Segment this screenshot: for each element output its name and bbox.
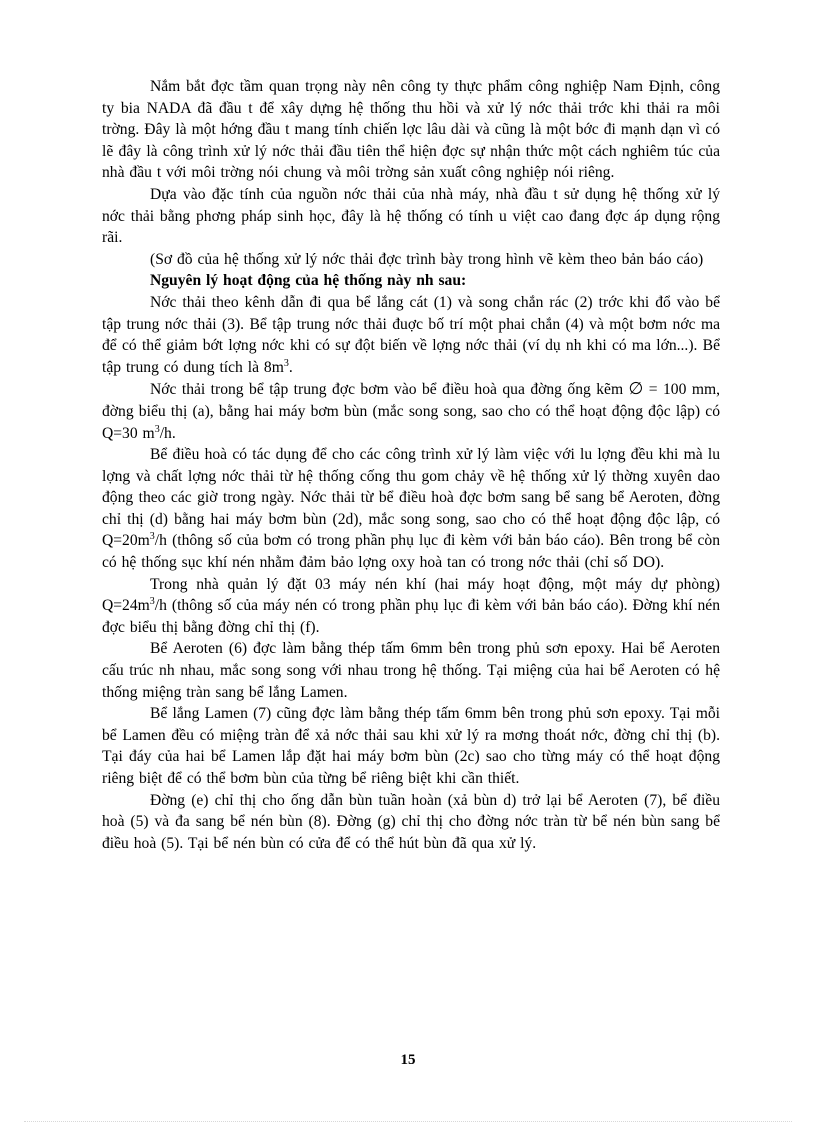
paragraph-diagram-note: (Sơ đồ của hệ thống xử lý nớc thải đợc trình bày trong hình vẽ kèm theo bản báo cáo) <box>150 250 704 268</box>
paragraph-investment: Nắm bắt đợc tầm quan trọng này nên công ty thực phẩm công nghiệp Nam Định, công ty bia NADA đã đầu t để xây dựng hệ thống thu hồi và xử lý nớc thải trớc khi thải ra môi trờng. Đây là một hớng đầu t mang tính chiến lợc lâu dài và cũng là một bớc đi mạnh dạn vì có lẽ đây là công trình xử lý nớc thải đầu tiên thể hiện đợc sự nhận thức một cách nghiêm túc của nhà đầu t với môi trờng nói chung và môi trờng sản xuất công nghiệp nói riêng. <box>102 78 720 182</box>
paragraph-text: /h (thông số của máy nén có trong phần phụ lục đi kèm với bản báo cáo). Đờng khí nén đợc biểu thị bằng đờng chỉ thị (f). <box>102 597 720 636</box>
section-heading: Nguyên lý hoạt động của hệ thống này nh sau: <box>150 272 467 290</box>
paragraph-lamen: Bể lắng Lamen (7) cũng đợc làm bằng thép tấm 6mm bên trong phủ sơn epoxy. Tại mỗi bể Lamen đều có miệng tràn để xả nớc thải sau khi xử lý ra mơng thoát nớc, đờng chỉ thị (b). Tại đáy của hai bể Lamen lắp đặt hai máy bơm bùn (2c) sao cho từng máy có thể hoạt động riêng biệt để có thể bơm bùn của từng bể riêng biệt khi cần thiết. <box>102 705 720 787</box>
paragraph-text: /h (thông số của bơm có trong phần phụ lục đi kèm với bản báo cáo). Bên trong bể còn có hệ thống sục khí nén nhằm đảm bảo lợng oxy hoà tan có trong nớc thải (chỉ số DO). <box>102 532 720 572</box>
diameter-symbol: ∅ <box>628 379 644 399</box>
paragraph-text: /h. <box>159 424 176 442</box>
paragraph-text: = 100 mm, đờng biểu thị (a), bằng hai máy bơm bùn (mắc song song, sao cho có thể hoạt động độc lập) có Q=30 m <box>102 381 720 442</box>
page-number: 15 <box>400 1052 416 1068</box>
paragraph-biological-method: Dựa vào đặc tính của nguồn nớc thải của nhà máy, nhà đầu t sử dụng hệ thống xử lý nớc thải bằng phơng pháp sinh học, đây là hệ thống có tính u việt cao đang đợc áp dụng rộng rãi. <box>102 185 720 247</box>
paragraph-equalization-tank <box>102 444 720 574</box>
paragraph-compressors <box>102 574 720 639</box>
paragraph-text: . <box>288 358 293 376</box>
paragraph-aeroten: Bể Aeroten (6) đợc làm bằng thép tấm 6mm bên trong phủ sơn epoxy. Hai bể Aeroten cấu trúc nh nhau, mắc song song với nhau trong hệ thống. Tại miệng của hai bể Aeroten có hệ thống miệng tràn sang bể lắng Lamen. <box>102 640 720 701</box>
paragraph-sludge-lines: Đờng (e) chỉ thị cho ống dẫn bùn tuần hoàn (xả bùn d) trở lại bể Aeroten (7), bể điều hoà (5) và đa sang bể nén bùn (8). Đờng (g) chỉ thị cho đờng nớc tràn từ bể nén bùn sang bể điều hoà (5). Tại bể nén bùn có cửa để có thể hút bùn đã qua xử lý. <box>102 791 720 852</box>
superscript: 3 <box>283 357 289 369</box>
paragraph-text: Bể điều hoà có tác dụng để cho các công trình xử lý làm việc với lu lợng đều khi mà lu lợng và chất lợng nớc thải từ hệ thống cống thu gom chảy về hệ thống xử lý thờng xuyên dao động theo các giờ trong ngày. Nớc thải từ bể điều hoà đợc bơm sang bể sang bể Aeroten, đờng chỉ thị (d) bằng hai máy bơm bùn (2d), mắc song song, sao cho có thể hoạt động độc lập, có Q=20m <box>102 446 720 550</box>
page-bottom-rule <box>24 1121 792 1122</box>
paragraph-pumping <box>102 378 720 444</box>
paragraph-text: Nớc thải theo kênh dẫn đi qua bể lắng cát (1) và song chắn rác (2) trớc khi đổ vào bể tập trung nớc thải (3). Bể tập trung nớc thải đuợc bố trí một phai chắn (4) và một bơm nớc ma để có thể giảm bớt lợng nớc khi có sự đột biến về lợng nớc thải (ví dụ nh khi có ma lớn...). Bể tập trung có dung tích là 8m <box>102 293 720 376</box>
superscript: 3 <box>149 596 155 608</box>
superscript: 3 <box>149 531 155 543</box>
paragraph-text: Trong nhà quản lý đặt 03 máy nén khí (hai máy hoạt động, một máy dự phòng) Q=24m <box>102 575 720 615</box>
paragraph-text: Nớc thải trong bể tập trung đợc bơm vào bể điều hoà qua đờng ống kẽm <box>150 381 629 399</box>
paragraph-collection-tank <box>102 292 720 378</box>
document-body <box>102 76 720 854</box>
superscript: 3 <box>154 423 160 435</box>
